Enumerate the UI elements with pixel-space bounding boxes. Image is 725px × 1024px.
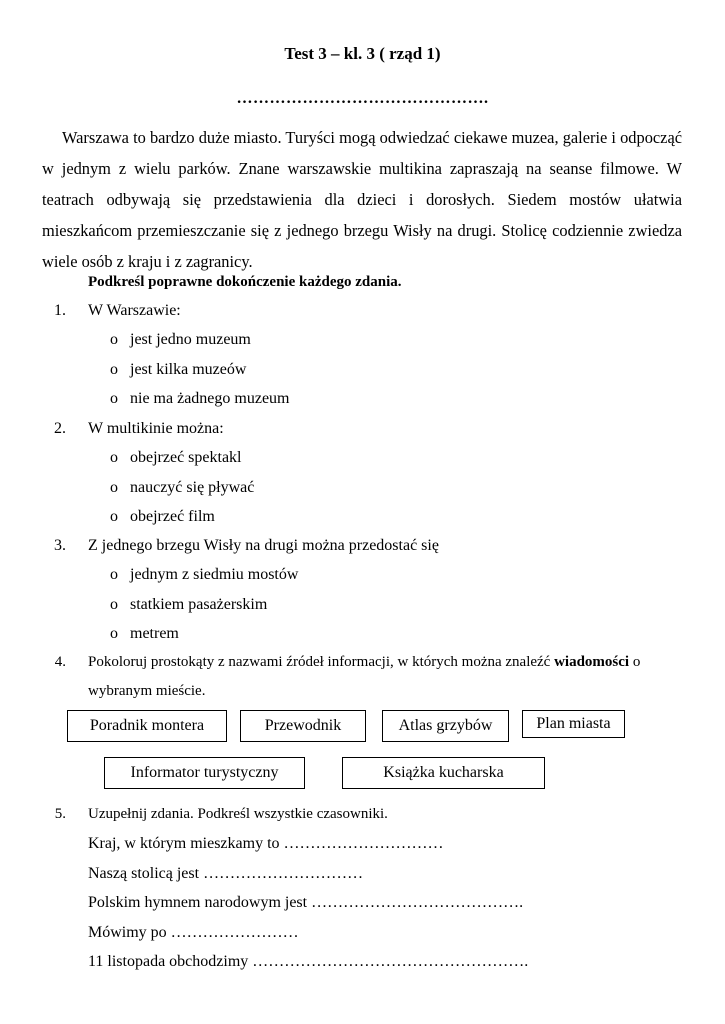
box-ksiazka-kucharska[interactable]: Książka kucharska	[342, 757, 545, 789]
option-label: jest jedno muzeum	[130, 331, 251, 348]
option-3-1[interactable]	[110, 566, 298, 584]
fill-line-3[interactable]: Polskim hymnem narodowym jest ………………………………….	[88, 894, 524, 911]
option-label: obejrzeć film	[130, 508, 215, 525]
option-bullet: o	[110, 625, 118, 642]
fill-line-2[interactable]: Naszą stolicą jest …………………………	[88, 865, 364, 882]
box-atlas-grzybow[interactable]: Atlas grzybów	[382, 710, 509, 742]
option-label: obejrzeć spektakl	[130, 449, 242, 466]
option-1-2[interactable]	[110, 361, 246, 379]
option-1-3[interactable]	[110, 390, 290, 408]
question-3	[46, 537, 666, 557]
question-4	[46, 654, 686, 674]
question-4-line2: wybranym mieście.	[88, 683, 206, 699]
question-text	[88, 654, 640, 671]
option-bullet: o	[110, 479, 118, 496]
question-number: 3.	[54, 537, 66, 554]
option-label: nauczyć się pływać	[130, 479, 255, 496]
question-text: W Warszawie:	[88, 302, 181, 319]
option-2-3[interactable]	[110, 508, 215, 526]
question-number: 1.	[54, 302, 66, 319]
q4-text-bold: wiadomości	[554, 654, 630, 670]
box-poradnik-montera[interactable]: Poradnik montera	[67, 710, 227, 742]
question-number: 5.	[54, 806, 66, 822]
fill-line-1[interactable]: Kraj, w którym mieszkamy to …………………………	[88, 835, 444, 852]
option-bullet: o	[110, 361, 118, 378]
q4-text-after: o	[629, 654, 641, 670]
option-label: jednym z siedmiu mostów	[130, 566, 299, 583]
option-bullet: o	[110, 508, 118, 525]
passage-text: Warszawa to bardzo duże miasto. Turyści mogą odwiedzać ciekawe muzea, galerie i odpocząć w jednym z wielu parków. Znane warszawskie multikina zapraszają na seanse filmowe. W teatrach odbywają się przedstawienia dla dzieci i dorosłych. Siedem mostów ułatwia mieszkańcom przemieszczanie się z jednego brzegu Wisły na drugi. Stolicę codziennie zwiedza wiele osób z kraju i z zagranicy.	[42, 128, 682, 271]
option-bullet: o	[110, 596, 118, 613]
option-bullet: o	[110, 449, 118, 466]
name-line: ……………………………………….	[236, 90, 489, 107]
option-2-1[interactable]	[110, 449, 242, 467]
option-bullet: o	[110, 566, 118, 583]
page-title: Test 3 – kl. 3 ( rząd 1)	[284, 44, 441, 63]
option-bullet: o	[110, 390, 118, 407]
question-text: Uzupełnij zdania. Podkreśl wszystkie czasowniki.	[88, 806, 388, 822]
option-label: statkiem pasażerskim	[130, 596, 268, 613]
reading-passage	[42, 122, 682, 277]
option-label: jest kilka muzeów	[130, 361, 247, 378]
question-text: W multikinie można:	[88, 420, 224, 437]
option-bullet: o	[110, 331, 118, 348]
option-1-1[interactable]	[110, 331, 251, 349]
box-informator-turystyczny[interactable]: Informator turystyczny	[104, 757, 305, 789]
q4-text-before: Pokoloruj prostokąty z nazwami źródeł informacji, w których można znaleźć	[88, 654, 555, 670]
option-2-2[interactable]	[110, 479, 254, 497]
box-przewodnik[interactable]: Przewodnik	[240, 710, 366, 742]
question-text: Z jednego brzegu Wisły na drugi można przedostać się	[88, 537, 439, 554]
question-number: 4.	[54, 654, 66, 670]
fill-line-4[interactable]: Mówimy po ……………………	[88, 924, 299, 941]
option-label: nie ma żadnego muzeum	[130, 390, 290, 407]
fill-line-5[interactable]: 11 listopada obchodzimy …………………………………………….	[88, 953, 529, 970]
option-3-2[interactable]	[110, 596, 267, 614]
question-5	[46, 806, 646, 826]
question-2	[46, 420, 646, 440]
instruction: Podkreśl poprawne dokończenie każdego zdania.	[88, 274, 402, 290]
box-plan-miasta[interactable]: Plan miasta	[522, 710, 625, 738]
option-3-3[interactable]	[110, 625, 179, 643]
question-number: 2.	[54, 420, 66, 437]
option-label: metrem	[130, 625, 179, 642]
question-1	[46, 302, 646, 322]
